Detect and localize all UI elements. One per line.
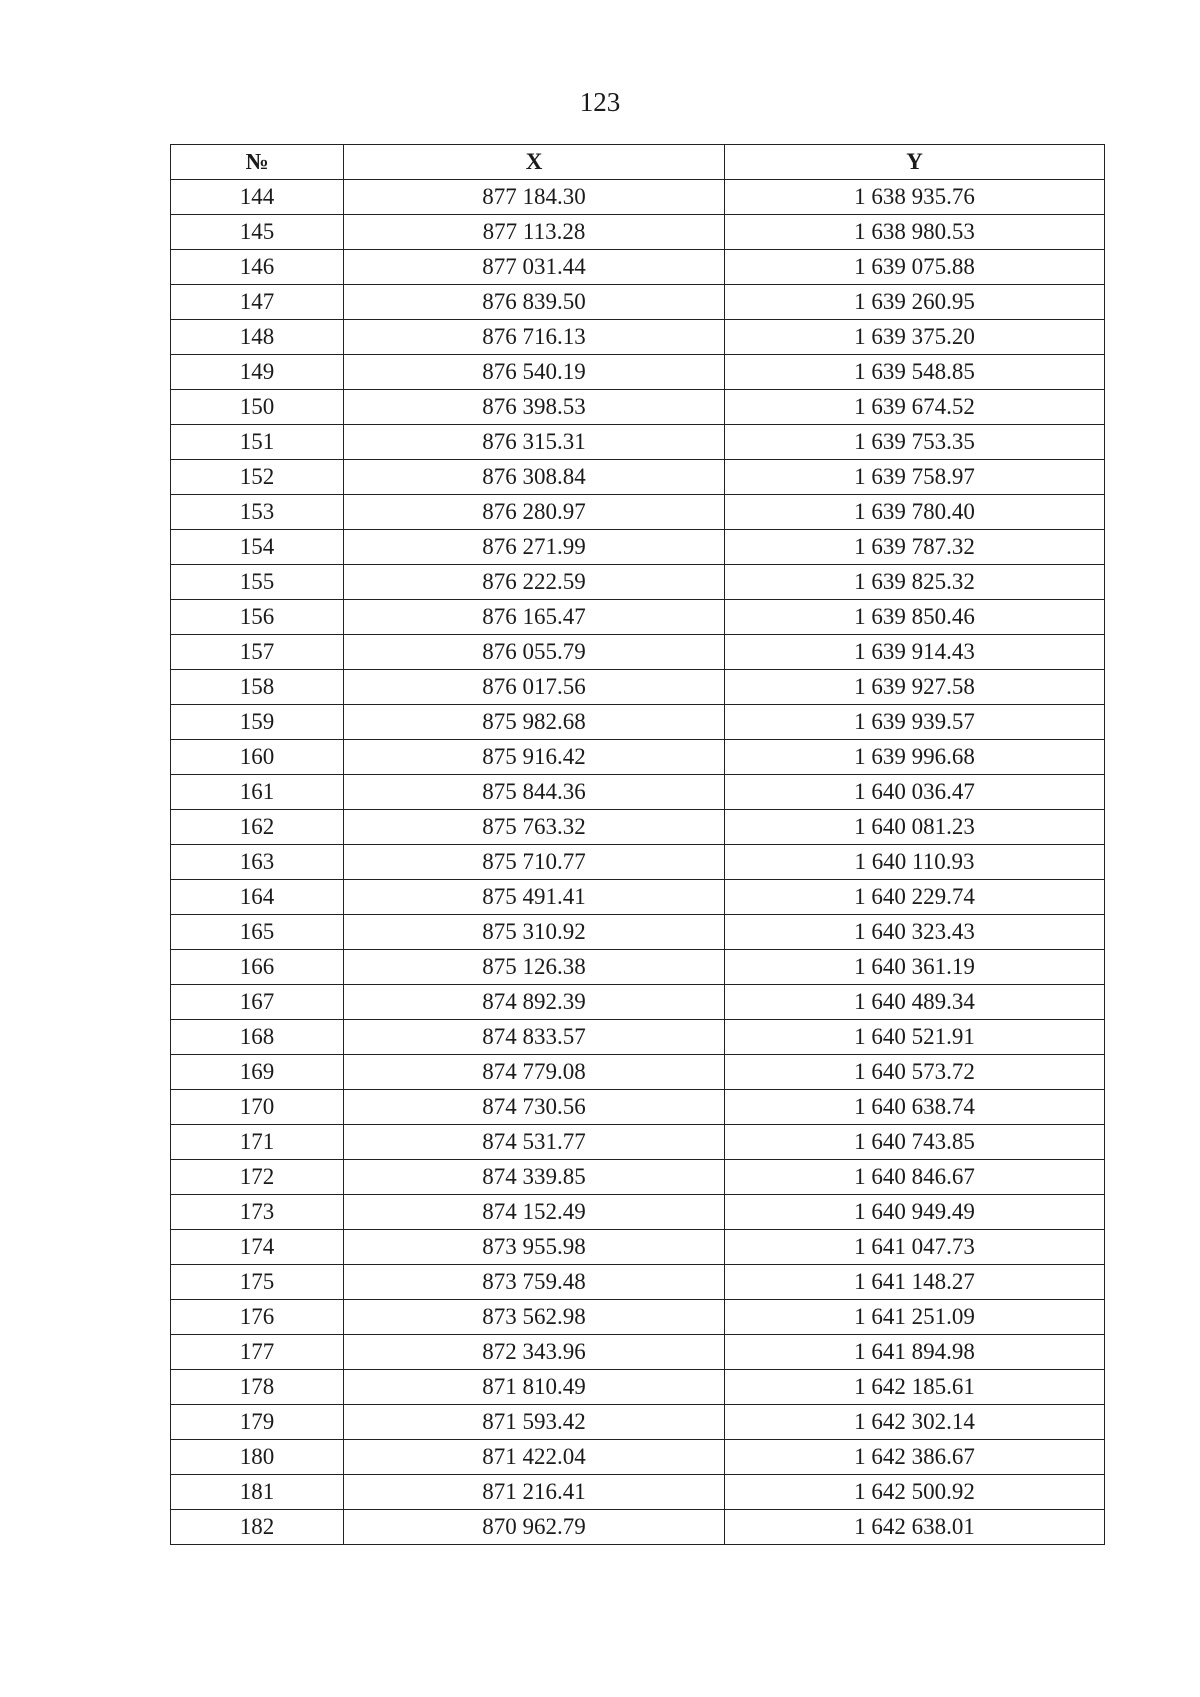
cell-number: 149 (171, 355, 344, 390)
cell-y: 1 642 302.14 (725, 1405, 1105, 1440)
table-row (171, 460, 1105, 495)
table-row (171, 1335, 1105, 1370)
cell-x: 874 892.39 (344, 985, 725, 1020)
table-body (171, 180, 1105, 1545)
cell-y: 1 639 780.40 (725, 495, 1105, 530)
cell-x: 875 126.38 (344, 950, 725, 985)
table-row (171, 1055, 1105, 1090)
cell-y: 1 642 638.01 (725, 1510, 1105, 1545)
table-row (171, 880, 1105, 915)
cell-y: 1 639 787.32 (725, 530, 1105, 565)
cell-y: 1 642 500.92 (725, 1475, 1105, 1510)
cell-y: 1 639 758.97 (725, 460, 1105, 495)
cell-x: 876 398.53 (344, 390, 725, 425)
cell-number: 150 (171, 390, 344, 425)
cell-number: 145 (171, 215, 344, 250)
cell-number: 165 (171, 915, 344, 950)
cell-number: 158 (171, 670, 344, 705)
cell-number: 166 (171, 950, 344, 985)
cell-x: 876 222.59 (344, 565, 725, 600)
cell-x: 876 271.99 (344, 530, 725, 565)
cell-number: 160 (171, 740, 344, 775)
cell-x: 874 531.77 (344, 1125, 725, 1160)
cell-y: 1 639 914.43 (725, 635, 1105, 670)
cell-x: 873 562.98 (344, 1300, 725, 1335)
cell-x: 871 593.42 (344, 1405, 725, 1440)
cell-x: 872 343.96 (344, 1335, 725, 1370)
coordinates-table (170, 144, 1105, 1545)
cell-number: 146 (171, 250, 344, 285)
table-row (171, 495, 1105, 530)
cell-number: 162 (171, 810, 344, 845)
cell-y: 1 640 110.93 (725, 845, 1105, 880)
table-row (171, 565, 1105, 600)
cell-number: 144 (171, 180, 344, 215)
header-y: Y (725, 145, 1105, 180)
table-row (171, 250, 1105, 285)
cell-number: 159 (171, 705, 344, 740)
cell-y: 1 642 386.67 (725, 1440, 1105, 1475)
cell-x: 871 216.41 (344, 1475, 725, 1510)
cell-number: 175 (171, 1265, 344, 1300)
cell-x: 877 184.30 (344, 180, 725, 215)
cell-y: 1 639 260.95 (725, 285, 1105, 320)
cell-number: 174 (171, 1230, 344, 1265)
table-row (171, 810, 1105, 845)
cell-number: 176 (171, 1300, 344, 1335)
cell-x: 874 833.57 (344, 1020, 725, 1055)
cell-number: 167 (171, 985, 344, 1020)
cell-number: 151 (171, 425, 344, 460)
cell-y: 1 640 638.74 (725, 1090, 1105, 1125)
cell-y: 1 640 489.34 (725, 985, 1105, 1020)
cell-x: 877 113.28 (344, 215, 725, 250)
table-row (171, 1370, 1105, 1405)
header-x: X (344, 145, 725, 180)
cell-number: 163 (171, 845, 344, 880)
cell-y: 1 639 939.57 (725, 705, 1105, 740)
cell-y: 1 641 894.98 (725, 1335, 1105, 1370)
cell-number: 177 (171, 1335, 344, 1370)
table-row (171, 215, 1105, 250)
table-row (171, 1160, 1105, 1195)
cell-y: 1 640 323.43 (725, 915, 1105, 950)
cell-x: 876 308.84 (344, 460, 725, 495)
cell-x: 875 763.32 (344, 810, 725, 845)
cell-x: 874 152.49 (344, 1195, 725, 1230)
cell-number: 182 (171, 1510, 344, 1545)
table-row (171, 1090, 1105, 1125)
cell-number: 168 (171, 1020, 344, 1055)
table-row (171, 705, 1105, 740)
table-row (171, 320, 1105, 355)
table-row (171, 670, 1105, 705)
cell-x: 875 710.77 (344, 845, 725, 880)
cell-y: 1 639 825.32 (725, 565, 1105, 600)
cell-y: 1 638 935.76 (725, 180, 1105, 215)
cell-number: 152 (171, 460, 344, 495)
cell-y: 1 639 927.58 (725, 670, 1105, 705)
cell-x: 876 017.56 (344, 670, 725, 705)
cell-x: 877 031.44 (344, 250, 725, 285)
cell-x: 874 779.08 (344, 1055, 725, 1090)
cell-x: 871 422.04 (344, 1440, 725, 1475)
cell-number: 179 (171, 1405, 344, 1440)
table-row (171, 1405, 1105, 1440)
table-row (171, 915, 1105, 950)
table-header-row (171, 145, 1105, 180)
cell-y: 1 640 949.49 (725, 1195, 1105, 1230)
cell-number: 178 (171, 1370, 344, 1405)
cell-x: 876 540.19 (344, 355, 725, 390)
cell-number: 157 (171, 635, 344, 670)
table-row (171, 600, 1105, 635)
cell-y: 1 639 375.20 (725, 320, 1105, 355)
cell-number: 164 (171, 880, 344, 915)
cell-number: 169 (171, 1055, 344, 1090)
table-row (171, 950, 1105, 985)
cell-number: 172 (171, 1160, 344, 1195)
cell-y: 1 641 251.09 (725, 1300, 1105, 1335)
cell-y: 1 640 229.74 (725, 880, 1105, 915)
cell-y: 1 639 674.52 (725, 390, 1105, 425)
cell-y: 1 639 996.68 (725, 740, 1105, 775)
cell-number: 170 (171, 1090, 344, 1125)
cell-number: 154 (171, 530, 344, 565)
cell-y: 1 639 850.46 (725, 600, 1105, 635)
table-row (171, 180, 1105, 215)
cell-x: 875 844.36 (344, 775, 725, 810)
cell-y: 1 640 743.85 (725, 1125, 1105, 1160)
header-number: № (171, 145, 344, 180)
cell-x: 876 716.13 (344, 320, 725, 355)
table-row (171, 530, 1105, 565)
cell-x: 870 962.79 (344, 1510, 725, 1545)
cell-x: 875 982.68 (344, 705, 725, 740)
cell-y: 1 639 075.88 (725, 250, 1105, 285)
cell-number: 153 (171, 495, 344, 530)
cell-number: 180 (171, 1440, 344, 1475)
cell-number: 156 (171, 600, 344, 635)
cell-y: 1 640 081.23 (725, 810, 1105, 845)
table-row (171, 1265, 1105, 1300)
table-row (171, 355, 1105, 390)
table-row (171, 425, 1105, 460)
cell-x: 876 055.79 (344, 635, 725, 670)
cell-x: 875 491.41 (344, 880, 725, 915)
table-row (171, 635, 1105, 670)
table-row (171, 285, 1105, 320)
table-row (171, 775, 1105, 810)
cell-y: 1 639 753.35 (725, 425, 1105, 460)
cell-number: 148 (171, 320, 344, 355)
cell-y: 1 642 185.61 (725, 1370, 1105, 1405)
cell-x: 873 759.48 (344, 1265, 725, 1300)
cell-y: 1 640 521.91 (725, 1020, 1105, 1055)
cell-y: 1 638 980.53 (725, 215, 1105, 250)
cell-x: 873 955.98 (344, 1230, 725, 1265)
cell-x: 874 730.56 (344, 1090, 725, 1125)
table-row (171, 1475, 1105, 1510)
table-row (171, 985, 1105, 1020)
table-row (171, 1300, 1105, 1335)
cell-number: 147 (171, 285, 344, 320)
table-row (171, 1125, 1105, 1160)
cell-x: 875 310.92 (344, 915, 725, 950)
cell-x: 874 339.85 (344, 1160, 725, 1195)
table-row (171, 390, 1105, 425)
table-row (171, 1020, 1105, 1055)
cell-x: 871 810.49 (344, 1370, 725, 1405)
table-row (171, 1195, 1105, 1230)
cell-y: 1 639 548.85 (725, 355, 1105, 390)
table-row (171, 740, 1105, 775)
cell-x: 876 315.31 (344, 425, 725, 460)
cell-y: 1 641 148.27 (725, 1265, 1105, 1300)
cell-number: 161 (171, 775, 344, 810)
cell-number: 155 (171, 565, 344, 600)
cell-y: 1 640 036.47 (725, 775, 1105, 810)
table-row (171, 845, 1105, 880)
page-number: 123 (579, 87, 621, 117)
cell-x: 876 165.47 (344, 600, 725, 635)
table-row (171, 1510, 1105, 1545)
cell-number: 181 (171, 1475, 344, 1510)
cell-number: 173 (171, 1195, 344, 1230)
table-row (171, 1230, 1105, 1265)
cell-x: 875 916.42 (344, 740, 725, 775)
cell-x: 876 839.50 (344, 285, 725, 320)
table-row (171, 1440, 1105, 1475)
cell-y: 1 640 573.72 (725, 1055, 1105, 1090)
cell-number: 171 (171, 1125, 344, 1160)
cell-y: 1 640 361.19 (725, 950, 1105, 985)
cell-y: 1 640 846.67 (725, 1160, 1105, 1195)
cell-x: 876 280.97 (344, 495, 725, 530)
cell-y: 1 641 047.73 (725, 1230, 1105, 1265)
